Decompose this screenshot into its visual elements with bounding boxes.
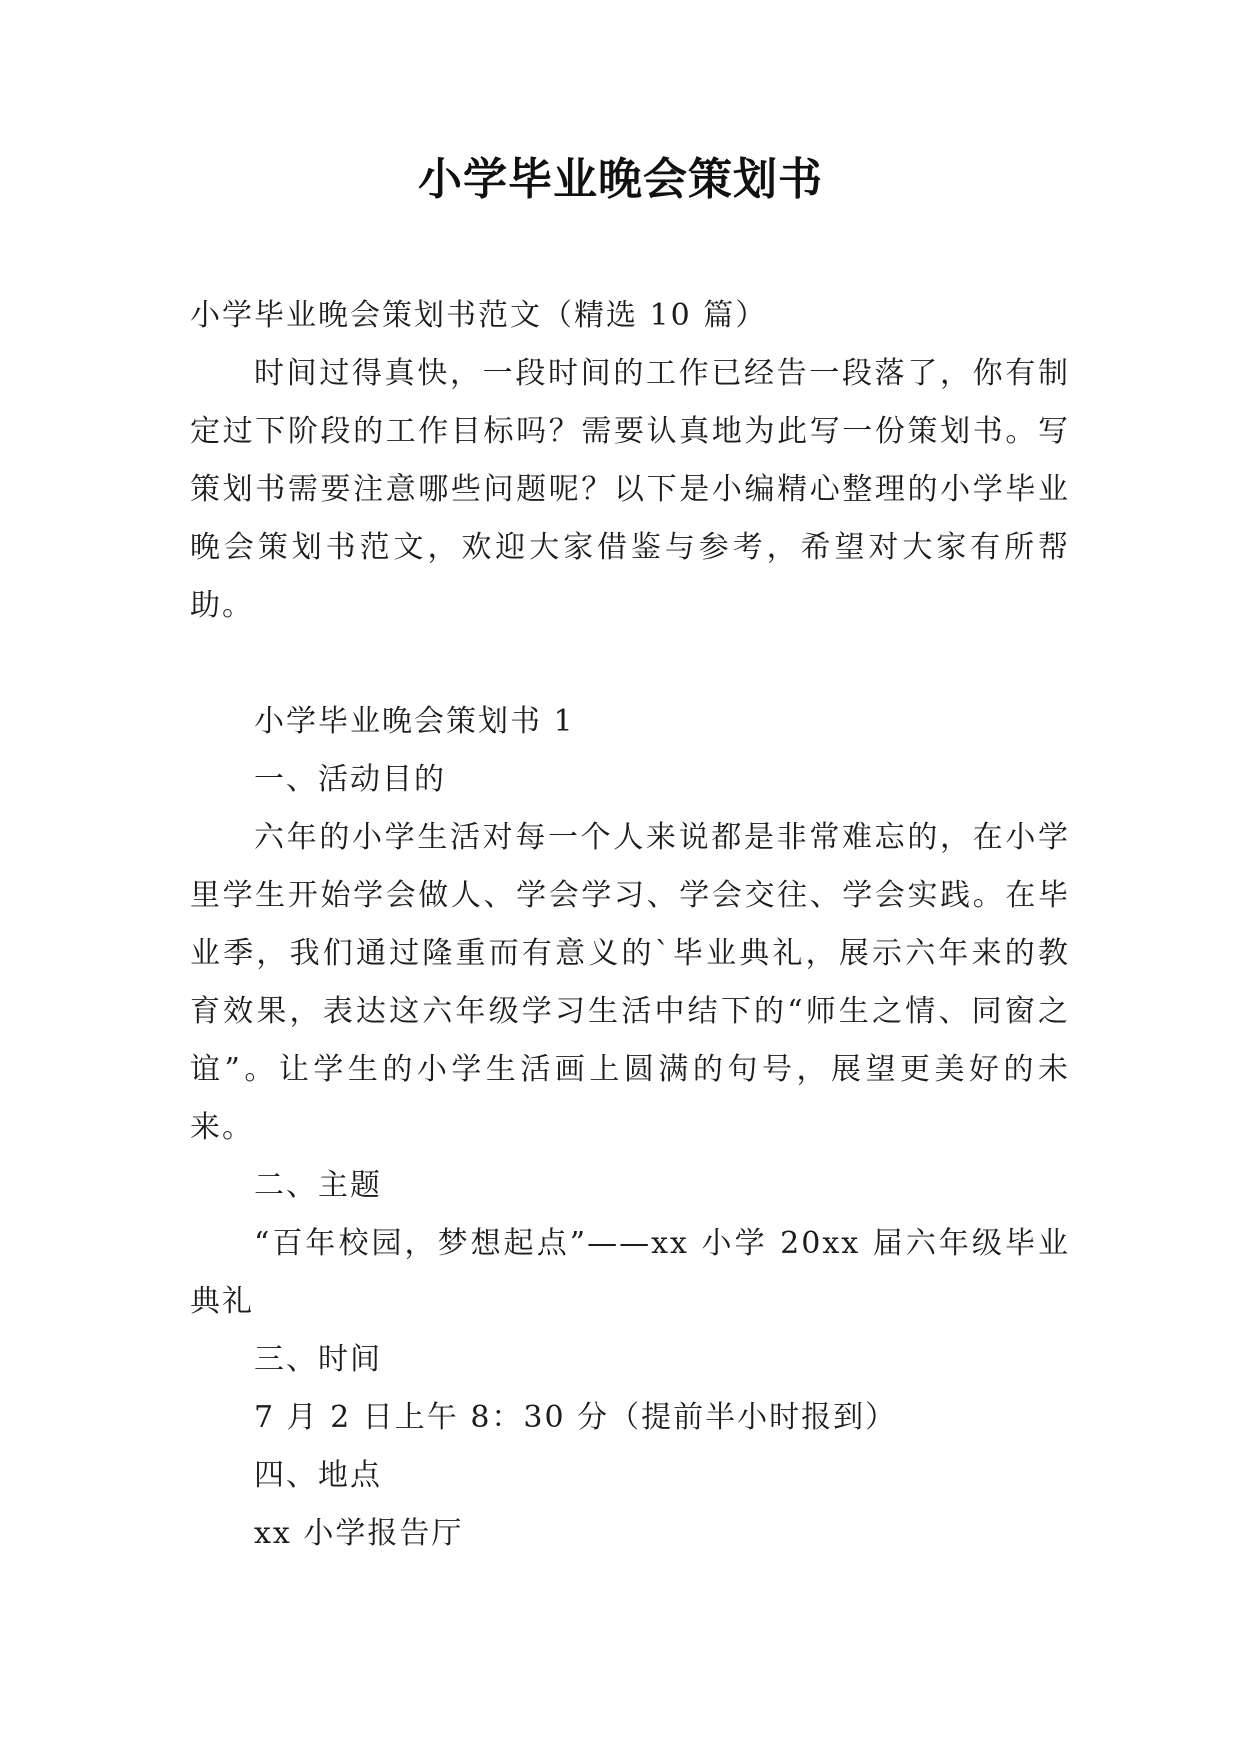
paragraph-location: xx 小学报告厅	[254, 1516, 464, 1551]
paragraph-time: 7 月 2 日上午 8：30 分（提前半小时报到）	[254, 1400, 898, 1435]
heading-theme: 二、主题	[254, 1168, 382, 1203]
heading-location: 四、地点	[254, 1458, 382, 1493]
document-title: 小学毕业晚会策划书	[418, 154, 823, 205]
heading-time: 三、时间	[254, 1342, 382, 1377]
section-title: 小学毕业晚会策划书 1	[254, 704, 575, 739]
paragraph-theme: “百年校园，梦想起点”——xx 小学 20xx 届六年级毕业典礼	[190, 1226, 1070, 1319]
paragraph-activity-purpose: 六年的小学生活对每一个人来说都是非常难忘的，在小学里学生开始学会做人、学会学习、学会交往、学会实践。在毕业季，我们通过隆重而有意义的`毕业典礼，展示六年来的教育效果，表达这六年级学习生活中结下的“师生之情、同窗之谊”。让学生的小学生活画上圆满的句号，展望更美好的未来。	[190, 820, 1070, 1145]
intro-paragraph: 时间过得真快，一段时间的工作已经告一段落了，你有制定过下阶段的工作目标吗？需要认真地为此写一份策划书。写策划书需要注意哪些问题呢？以下是小编精心整理的小学毕业晚会策划书范文，欢迎大家借鉴与参考，希望对大家有所帮助。	[190, 356, 1070, 623]
document-body	[190, 287, 1070, 1563]
heading-activity-purpose: 一、活动目的	[254, 762, 446, 797]
paragraph-spacer	[190, 635, 1070, 693]
document-subtitle: 小学毕业晚会策划书范文（精选 10 篇）	[190, 298, 768, 333]
